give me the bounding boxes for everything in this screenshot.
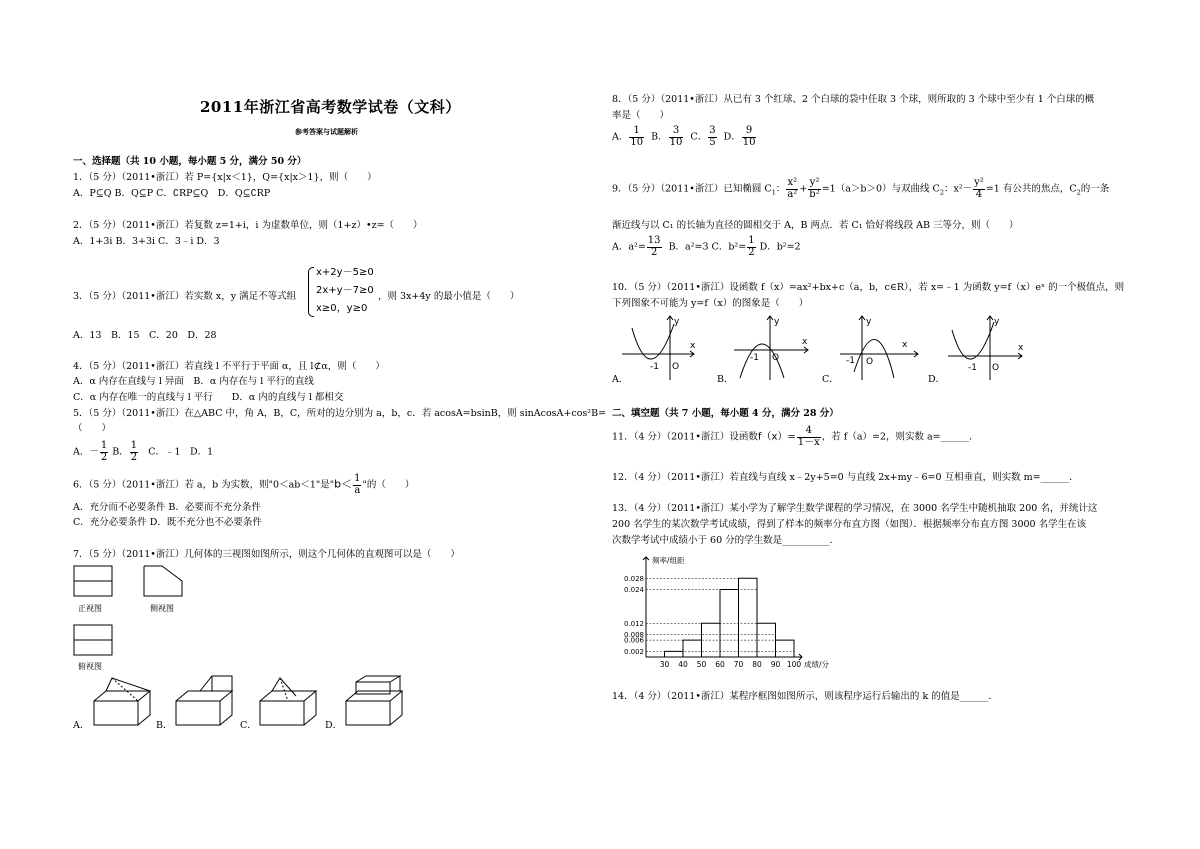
q6-frac: $\frac{1}{a}$: [354, 473, 361, 496]
axis-y-d: y: [994, 317, 1000, 327]
q10-stem-cont: 下列图象不可能为 y=f（x）的图象是（ ）: [612, 298, 809, 309]
q8-options: A． $\frac{1}{10}$ B． $\frac{3}{10}$ C． $\frac{3}{5}$ D． $\frac{9}{10}$: [612, 125, 756, 148]
q5-stem-cont: （ ）: [73, 423, 112, 434]
q3-stem: 3．（5 分）（2011•浙江）若实数 x，y 满足不等式组: [73, 291, 297, 302]
axis-x-c: x: [902, 340, 908, 350]
histogram-ytick: 0.008: [623, 631, 644, 639]
q8-stem-cont: 率是（ ）: [612, 110, 670, 121]
section-fill: 二、填空题（共 7 小题，每小题 4 分，满分 28 分）: [612, 408, 839, 419]
q7-label-d: D．: [325, 720, 343, 731]
q4-optA: A．α 内存在直线与 l 异面 B．α 内存在与 l 平行的直线: [73, 376, 314, 387]
histogram-xtick: 50: [696, 660, 707, 669]
histogram-bar: [739, 578, 758, 657]
tick-c: -1: [846, 356, 855, 366]
frequency-histogram: [604, 553, 830, 673]
q11-frac: $\frac{4}{1-x}$: [797, 425, 820, 448]
q9-options: A．a²= $\frac{13}{2}$ B．a²=3 C．b²= $\frac{1}{2}$ D．b²=2: [612, 235, 801, 258]
q10-label-d: D．: [928, 374, 946, 385]
solid-b-icon: [176, 676, 232, 725]
q8-fracB: $\frac{3}{10}$: [669, 125, 683, 148]
tick-d: -1: [968, 363, 977, 373]
q9-fracC: $\frac{1}{2}$: [748, 235, 755, 258]
q4-optC: C．α 内存在唯一的直线与 l 平行 D．α 内的直线与 l 都相交: [73, 392, 344, 403]
q5-fracB: $\frac{1}{2}$: [130, 440, 138, 463]
section-choice: 一、选择题（共 10 小题，每小题 5 分，满分 50 分）: [73, 156, 307, 167]
histogram-ytick: 0.006: [623, 636, 644, 645]
q8-fracA: $\frac{1}{10}$: [630, 125, 644, 148]
q9-stem: 9．（5 分）（2011•浙江）已知椭圆 $C_1$： $\frac{\text{x²}}{\text{a²}}$ + $\frac{\text{y²}}{\text{b²}}$ =1（a＞b＞0）与双曲线 $C_2$：x²－ $\frac{\text{y²}}{4}$ =1 有公共的焦点，$C_2$的一条: [612, 177, 1110, 200]
histogram-ytick: 0.012: [623, 619, 644, 628]
q8-stem: 8．（5 分）（2011•浙江）从已有 3 个红球、2 个白球的袋中任取 3 个球，则所取的 3 个球中至少有 1 个白球的概: [612, 94, 1095, 105]
q8-fracC: $\frac{3}{5}$: [709, 125, 716, 148]
tick-a: -1: [650, 362, 659, 372]
q6-stem: 6．（5 分）（2011•浙江）若 a，b 为实数，则"0＜ab＜1"是"b＜ $\frac{1}{a}$ "的（ ）: [73, 473, 415, 496]
tick-b: -1: [750, 353, 759, 363]
front-view-label: 正视图: [78, 604, 102, 613]
q7-three-views: [72, 563, 202, 673]
q7-label-a: A．: [73, 720, 90, 731]
q9-frac-x: $\frac{\text{x²}}{\text{a²}}$: [787, 177, 798, 200]
q10-label-b: B．: [717, 374, 734, 385]
q13-line2: 200 名学生的某次数学考试成绩，得到了样本的频率分布直方图（如图）．根据频率分布直方图 3000 名学生在该: [612, 519, 1087, 530]
histogram-ytick: 0.002: [623, 647, 644, 656]
q3-ineq-2: 2x+y－7≥0: [316, 285, 374, 296]
origin-a: O: [672, 362, 680, 372]
q5-optCD: C．﹣1 D．1: [148, 446, 214, 458]
origin-b: O: [772, 353, 780, 363]
q7-label-b: B．: [156, 720, 173, 731]
axis-x-b: x: [802, 337, 808, 347]
q10-label-c: C．: [822, 374, 839, 385]
q9-line2: 渐近线与以 C₁ 的长轴为直径的圆相交于 A，B 两点．若 C₁ 恰好将线段 AB 三等分，则（ ）: [612, 220, 1019, 231]
q6-optA: A．充分而不必要条件 B．必要而不充分条件: [73, 502, 261, 513]
brace-icon: [308, 267, 314, 317]
side-view-icon: [144, 566, 182, 596]
q5-options: [73, 441, 213, 463]
q1-options: A．P⊆Q B．Q⊆P C．∁RP⊆Q D．Q⊆∁RP: [73, 188, 271, 199]
histogram-ytick: 0.028: [623, 574, 644, 583]
q14-stem: 14．（4 分）（2011•浙江）某程序框图如图所示，则该程序运行后输出的 k 的值是______．: [612, 691, 998, 702]
q10-stem: 10．（5 分）（2011•浙江）设函数 f（x）=ax²+bx+c（a，b，c∈R），若 x=﹣1 为函数 y=f（x）eˣ 的一个极值点，则: [612, 282, 1125, 293]
q9-frac-y: $\frac{\text{y²}}{\text{b²}}$: [809, 177, 820, 200]
histogram-xtick: 40: [678, 660, 688, 669]
histogram-xtick: 90: [770, 660, 781, 669]
q11-stem: 11．（4 分）（2011•浙江）设函数f（x）= $\frac{4}{1-x}$ ，若 f（a）=2，则实数 a=______．: [612, 425, 979, 448]
solid-d-icon: [346, 676, 402, 725]
q1-stem: 1．（5 分）（2011•浙江）若 P={x|x＜1}，Q={x|x＞1}，则（ ）: [73, 172, 377, 183]
q10-label-a: A．: [612, 374, 629, 385]
q3-ineq-3: x≥0，y≥0: [316, 303, 368, 314]
solid-a-icon: [94, 678, 150, 725]
q8-fracD: $\frac{9}{10}$: [742, 125, 756, 148]
q13-line1: 13．（4 分）（2011•浙江）某小学为了解学生数学课程的学习情况，在 3000 名学生中随机抽取 200 名，并统计这: [612, 503, 1098, 514]
q12-stem: 12．（4 分）（2011•浙江）若直线与直线 x﹣2y+5=0 与直线 2x+my﹣6=0 互相垂直，则实数 m=______．: [612, 472, 1079, 483]
q7-stem: 7．（5 分）（2011•浙江）几何体的三视图如图所示，则这个几何体的直观图可以是（ ）: [73, 549, 460, 560]
q2-options: A．1+3i B．3+3i C．3﹣i D．3: [73, 236, 220, 247]
q3-ineq-1: x+2y－5≥0: [316, 267, 374, 278]
q5-optA: A．－: [73, 446, 99, 458]
q4-stem: 4．（5 分）（2011•浙江）若直线 l 不平行于平面 α，且 l⊄α，则（ ）: [73, 361, 385, 372]
histogram-ytick: 0.024: [623, 586, 644, 594]
top-view-label: 俯视图: [78, 662, 102, 671]
graph-b-icon: [734, 316, 808, 380]
origin-c: O: [866, 357, 874, 367]
histogram-ylabel: 频率/组距: [652, 556, 685, 565]
histogram-xtick: 80: [752, 660, 762, 669]
graph-d-icon: [948, 316, 1022, 380]
histogram-xtick: 70: [733, 660, 744, 669]
q3-tail: ，则 3x+4y 的最小值是（ ）: [378, 291, 520, 302]
histogram-bar: [665, 651, 684, 657]
q5-stem: 5．（5 分）（2011•浙江）在△ABC 中，角 A，B，C，所对的边分别为 a，b，c．若 acosA=bsinB，则 sinAcosA+cos²B=: [73, 408, 607, 419]
q3-options: A．13 B．15 C．20 D．28: [73, 330, 217, 341]
histogram-xlabel: 成绩/分: [804, 660, 830, 669]
axis-x-d: x: [1018, 343, 1024, 353]
q3-inequality-system: [308, 267, 388, 317]
q5-optB: B．: [112, 446, 129, 458]
paper-subtitle: 参考答案与试题解析: [295, 127, 358, 136]
q6-optC: C．充分必要条件 D．既不充分也不必要条件: [73, 517, 262, 528]
origin-d: O: [992, 363, 1000, 373]
top-view-icon: [74, 625, 112, 655]
axis-y-c: y: [866, 317, 872, 327]
q9-fracA: $\frac{13}{2}$: [647, 235, 661, 258]
histogram-bar: [776, 640, 795, 657]
solid-c-icon: [260, 678, 316, 725]
q13-line3: 次数学考试中成绩小于 60 分的学生数是__________．: [612, 535, 840, 546]
axis-y-b: y: [774, 317, 780, 327]
axis-y-a: y: [674, 317, 680, 327]
side-view-label: 侧视图: [150, 604, 174, 613]
paper-title: 2011年浙江省高考数学试卷（文科）: [200, 98, 461, 116]
histogram-xtick: 100: [786, 660, 802, 669]
q5-fracA: $\frac{1}{2}$: [100, 440, 108, 463]
histogram-xtick: 60: [715, 660, 725, 669]
axis-x-a: x: [690, 341, 696, 351]
front-view-icon: [74, 566, 112, 596]
q2-stem: 2．（5 分）（2011•浙江）若复数 z=1+i，i 为虚数单位，则（1+z）•z=（ ）: [73, 220, 423, 231]
histogram-bar: [720, 590, 739, 658]
q7-label-c: C．: [240, 720, 257, 731]
histogram-bar: [683, 640, 702, 657]
q9-frac-h: $\frac{\text{y²}}{4}$: [974, 177, 984, 200]
histogram-xtick: 30: [659, 660, 670, 669]
